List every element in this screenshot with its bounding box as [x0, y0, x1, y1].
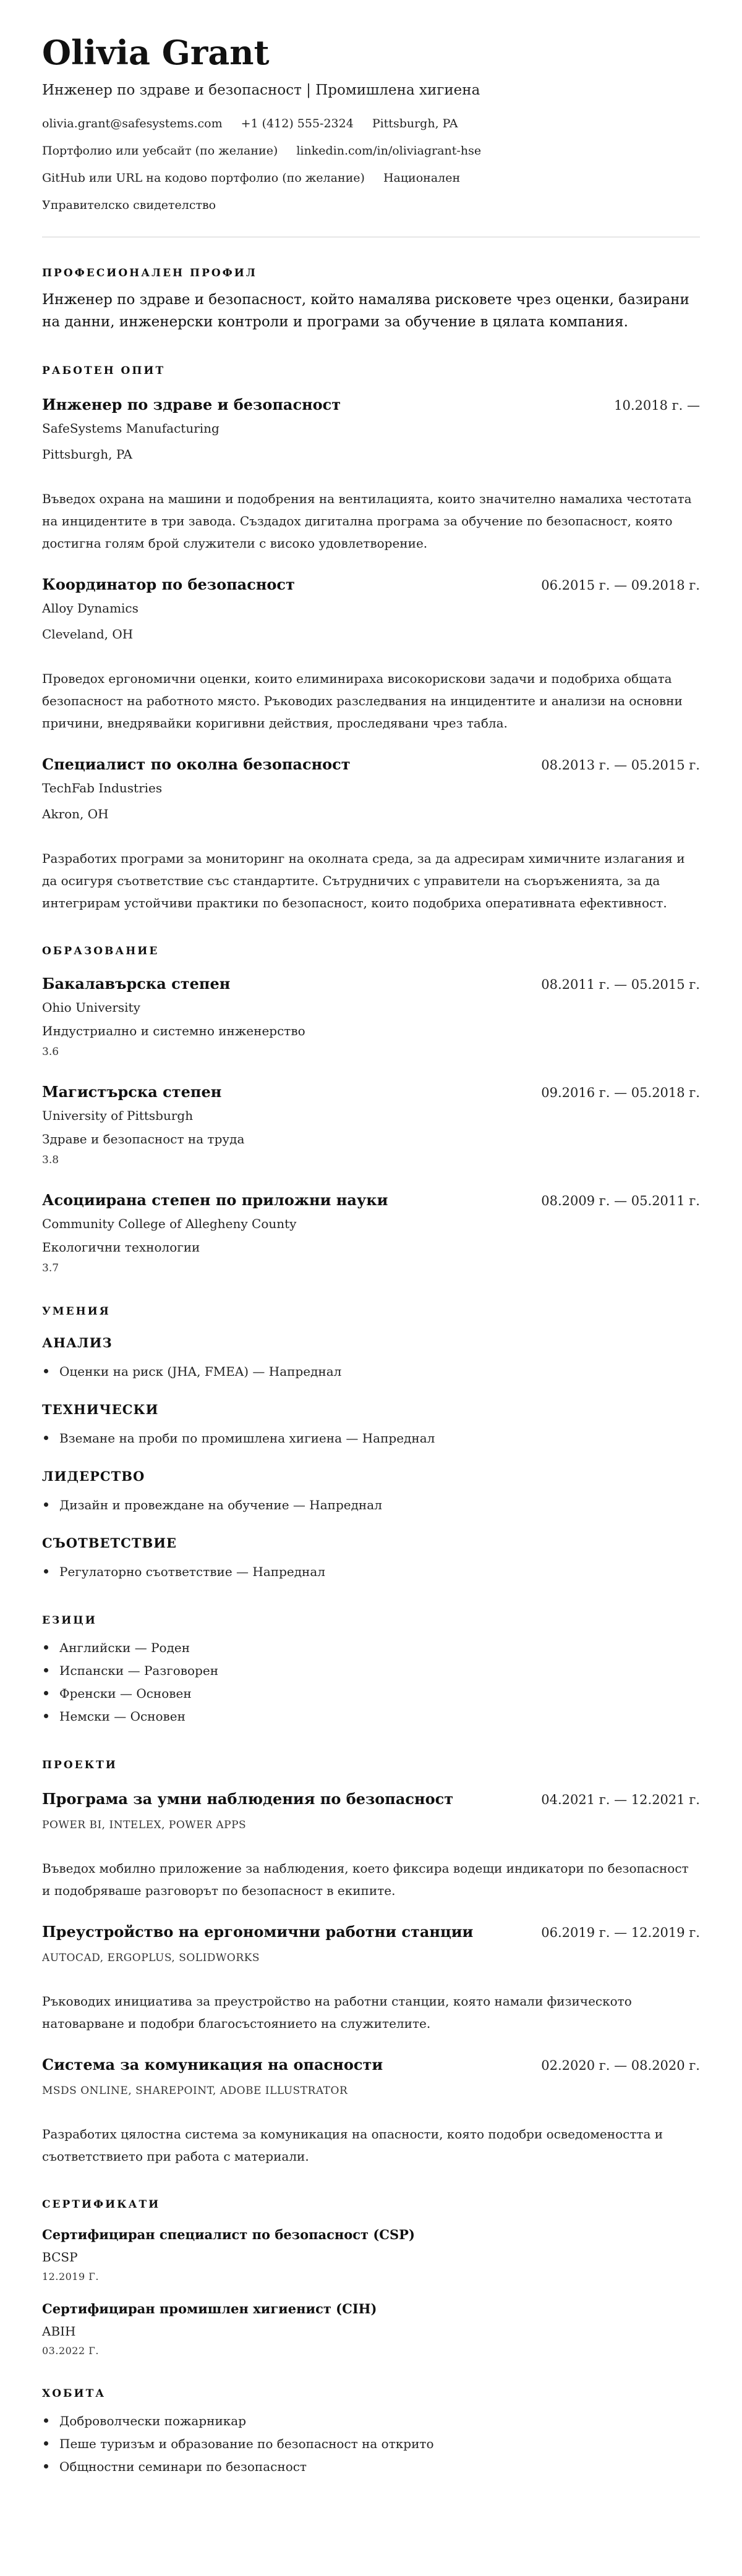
experience-item	[42, 396, 700, 554]
resume-header	[42, 35, 700, 212]
job-title: Координатор по безопасност	[42, 575, 295, 593]
project-date: 06.2019 г. — 12.2019 г.	[541, 1925, 700, 1940]
hobby-item: Пеше туризъм и образование по безопасност на открито	[42, 2433, 700, 2455]
profile-summary: Инженер по здраве и безопасност, който намалява рисковете чрез оценки, базирани на данни, инженерски контроли и програми за обучение в цялата компания.	[42, 292, 689, 331]
gpa-value: 3.8	[42, 1153, 59, 1166]
certificate-item	[42, 2227, 700, 2282]
section-heading-profile: ПРОФЕСИОНАЛЕН ПРОФИЛ	[42, 267, 257, 280]
job-title: Инженер по здраве и безопасност	[42, 395, 341, 413]
degree-title: Магистърска степен	[42, 1082, 222, 1101]
certificate-date: 03.2022 Г.	[42, 2344, 99, 2357]
language-list	[42, 1637, 700, 1728]
language-item: Немски — Основен	[42, 1705, 700, 1728]
education-item	[42, 1191, 700, 1274]
project-tech: POWER BI, INTELEX, POWER APPS	[42, 1818, 247, 1831]
project-item	[42, 1923, 700, 2035]
degree-title: Бакалавърска степен	[42, 974, 231, 993]
certificate-item	[42, 2301, 700, 2357]
hobby-list	[42, 2410, 700, 2478]
experience-item	[42, 755, 700, 914]
hobby-item: Доброволчески пожарникар	[42, 2410, 700, 2433]
job-description: Разработих програми за мониторинг на околната среда, за да адресирам химичните излагания и да осигуря съответствие със стандартите. Сътрудничих с управители на съоръженията, за да интегрирам устойчиви практики по безопасност, които подобриха оперативната ефективност.	[42, 850, 685, 910]
section-heading-certificates: СЕРТИФИКАТИ	[42, 2198, 161, 2211]
project-item	[42, 2056, 700, 2167]
gpa-value: 3.7	[42, 1261, 59, 1274]
section-heading-skills: УМЕНИЯ	[42, 1305, 111, 1318]
language-item: Английски — Роден	[42, 1637, 700, 1659]
job-company: TechFab Industries	[42, 780, 163, 795]
project-date: 02.2020 г. — 08.2020 г.	[541, 2057, 700, 2073]
degree-date: 08.2011 г. — 05.2015 г.	[541, 977, 700, 992]
linkedin-link[interactable]: linkedin.com/in/oliviagrant-hse	[296, 144, 482, 158]
skill-item: Регулаторно съответствие — Напреднал	[42, 1561, 700, 1583]
candidate-subtitle: Инженер по здраве и безопасност | Промишлена хигиена	[42, 82, 480, 99]
skill-list	[42, 1494, 700, 1517]
skill-group-title: СЪОТВЕТСТВИЕ	[42, 1535, 177, 1551]
skill-group-title: АНАЛИЗ	[42, 1334, 113, 1350]
gpa-value: 3.6	[42, 1045, 59, 1058]
location-text: Pittsburgh, PA	[372, 117, 458, 131]
job-date: 10.2018 г. —	[614, 397, 700, 413]
study-field: Екологични технологии	[42, 1239, 200, 1255]
contact-line-links	[42, 144, 700, 158]
project-description: Въведох мобилно приложение за наблюдения, което фиксира водещи индикатори по безопасност и подобряваше разговорът по безопасност в екипите.	[42, 1860, 689, 1898]
language-item: Испански — Разговорен	[42, 1659, 700, 1682]
certificate-issuer: BCSP	[42, 2249, 78, 2265]
skill-item: Вземане на проби по промишлена хигиена — Напреднал	[42, 1427, 700, 1450]
certificate-issuer: ABIH	[42, 2323, 76, 2339]
certificate-title: Сертифициран промишлен хигиенист (CIH)	[42, 2300, 377, 2316]
job-location: Cleveland, OH	[42, 626, 134, 642]
study-field: Индустриално и системно инженерство	[42, 1023, 305, 1038]
job-company: SafeSystems Manufacturing	[42, 420, 220, 436]
section-heading-experience: РАБОТЕН ОПИТ	[42, 364, 166, 377]
experience-item	[42, 575, 700, 734]
degree-date: 08.2009 г. — 05.2011 г.	[541, 1193, 700, 1208]
project-description: Ръководих инициатива за преустройство на работни станции, която намали физическото натоварване и подобри благосъстоянието на служителите.	[42, 1993, 632, 2031]
study-field: Здраве и безопасност на труда	[42, 1131, 245, 1146]
language-item: Френски — Основен	[42, 1682, 700, 1705]
certificate-date: 12.2019 Г.	[42, 2270, 99, 2282]
section-heading-education: ОБРАЗОВАНИЕ	[42, 944, 160, 957]
project-tech: MSDS ONLINE, SHAREPOINT, ADOBE ILLUSTRATOR	[42, 2084, 348, 2097]
project-title: Програма за умни наблюдения по безопасност	[42, 1789, 454, 1808]
hobby-item: Общностни семинари по безопасност	[42, 2455, 700, 2478]
skill-group-title: ТЕХНИЧЕСКИ	[42, 1401, 159, 1417]
nationality-text: Национален	[383, 171, 461, 185]
project-description: Разработих цялостна система за комуникация на опасности, която подобри осведомеността и съответствието при работа с материали.	[42, 2126, 663, 2164]
education-item	[42, 1083, 700, 1166]
contact-line-extra	[42, 171, 700, 185]
skill-list	[42, 1561, 700, 1583]
education-item	[42, 975, 700, 1058]
skill-group-title: ЛИДЕРСТВО	[42, 1468, 145, 1484]
github-link[interactable]: GitHub или URL на кодово портфолио (по желание)	[42, 171, 365, 185]
job-description: Въведох охрана на машини и подобрения на вентилацията, които значително намалиха честотата на инцидентите в три завода. Създадох дигитална програма за обучение по безопасност, която достигна голям брой служители с високо удовлетворение.	[42, 491, 692, 551]
section-heading-languages: ЕЗИЦИ	[42, 1614, 97, 1627]
job-date: 06.2015 г. — 09.2018 г.	[541, 577, 700, 593]
project-title: Преустройство на ергономични работни станции	[42, 1922, 474, 1941]
email-link[interactable]: olivia.grant@safesystems.com	[42, 117, 223, 131]
section-heading-projects: ПРОЕКТИ	[42, 1758, 117, 1771]
skill-list	[42, 1427, 700, 1450]
job-location: Akron, OH	[42, 806, 109, 821]
job-location: Pittsburgh, PA	[42, 446, 132, 462]
job-company: Alloy Dynamics	[42, 600, 139, 616]
school-name: University of Pittsburgh	[42, 1108, 194, 1123]
project-title: Система за комуникация на опасности	[42, 2055, 383, 2074]
job-date: 08.2013 г. — 05.2015 г.	[541, 757, 700, 773]
certificate-title: Сертифициран специалист по безопасност (CSP)	[42, 2226, 415, 2242]
project-date: 04.2021 г. — 12.2021 г.	[541, 1792, 700, 1807]
portfolio-link[interactable]: Портфолио или уебсайт (по желание)	[42, 144, 278, 158]
degree-date: 09.2016 г. — 05.2018 г.	[541, 1085, 700, 1100]
school-name: Community College of Allegheny County	[42, 1216, 297, 1231]
project-item	[42, 1790, 700, 1902]
skill-item: Оценки на риск (JHA, FMEA) — Напреднал	[42, 1360, 700, 1383]
contact-line-clearance	[42, 198, 700, 212]
section-heading-hobbies: ХОБИТА	[42, 2387, 106, 2400]
job-description: Проведох ергономични оценки, които елиминираха високорискови задачи и подобриха общата безопасност на работното място. Ръководих разследвания на инцидентите и анализи на основни причини, внедрявайки коригивни действия, проследявани чрез табла.	[42, 671, 683, 731]
school-name: Ohio University	[42, 999, 140, 1015]
degree-title: Асоциирана степен по приложни науки	[42, 1190, 388, 1209]
skill-list	[42, 1360, 700, 1383]
job-title: Специалист по околна безопасност	[42, 755, 351, 773]
skill-item: Дизайн и провеждане на обучение — Напреднал	[42, 1494, 700, 1517]
clearance-text: Управителско свидетелство	[42, 198, 216, 213]
phone-link[interactable]: +1 (412) 555-2324	[241, 117, 354, 131]
project-tech: AUTOCAD, ERGOPLUS, SOLIDWORKS	[42, 1951, 260, 1964]
candidate-name: Olivia Grant	[42, 33, 270, 72]
contact-line-primary	[42, 117, 700, 130]
